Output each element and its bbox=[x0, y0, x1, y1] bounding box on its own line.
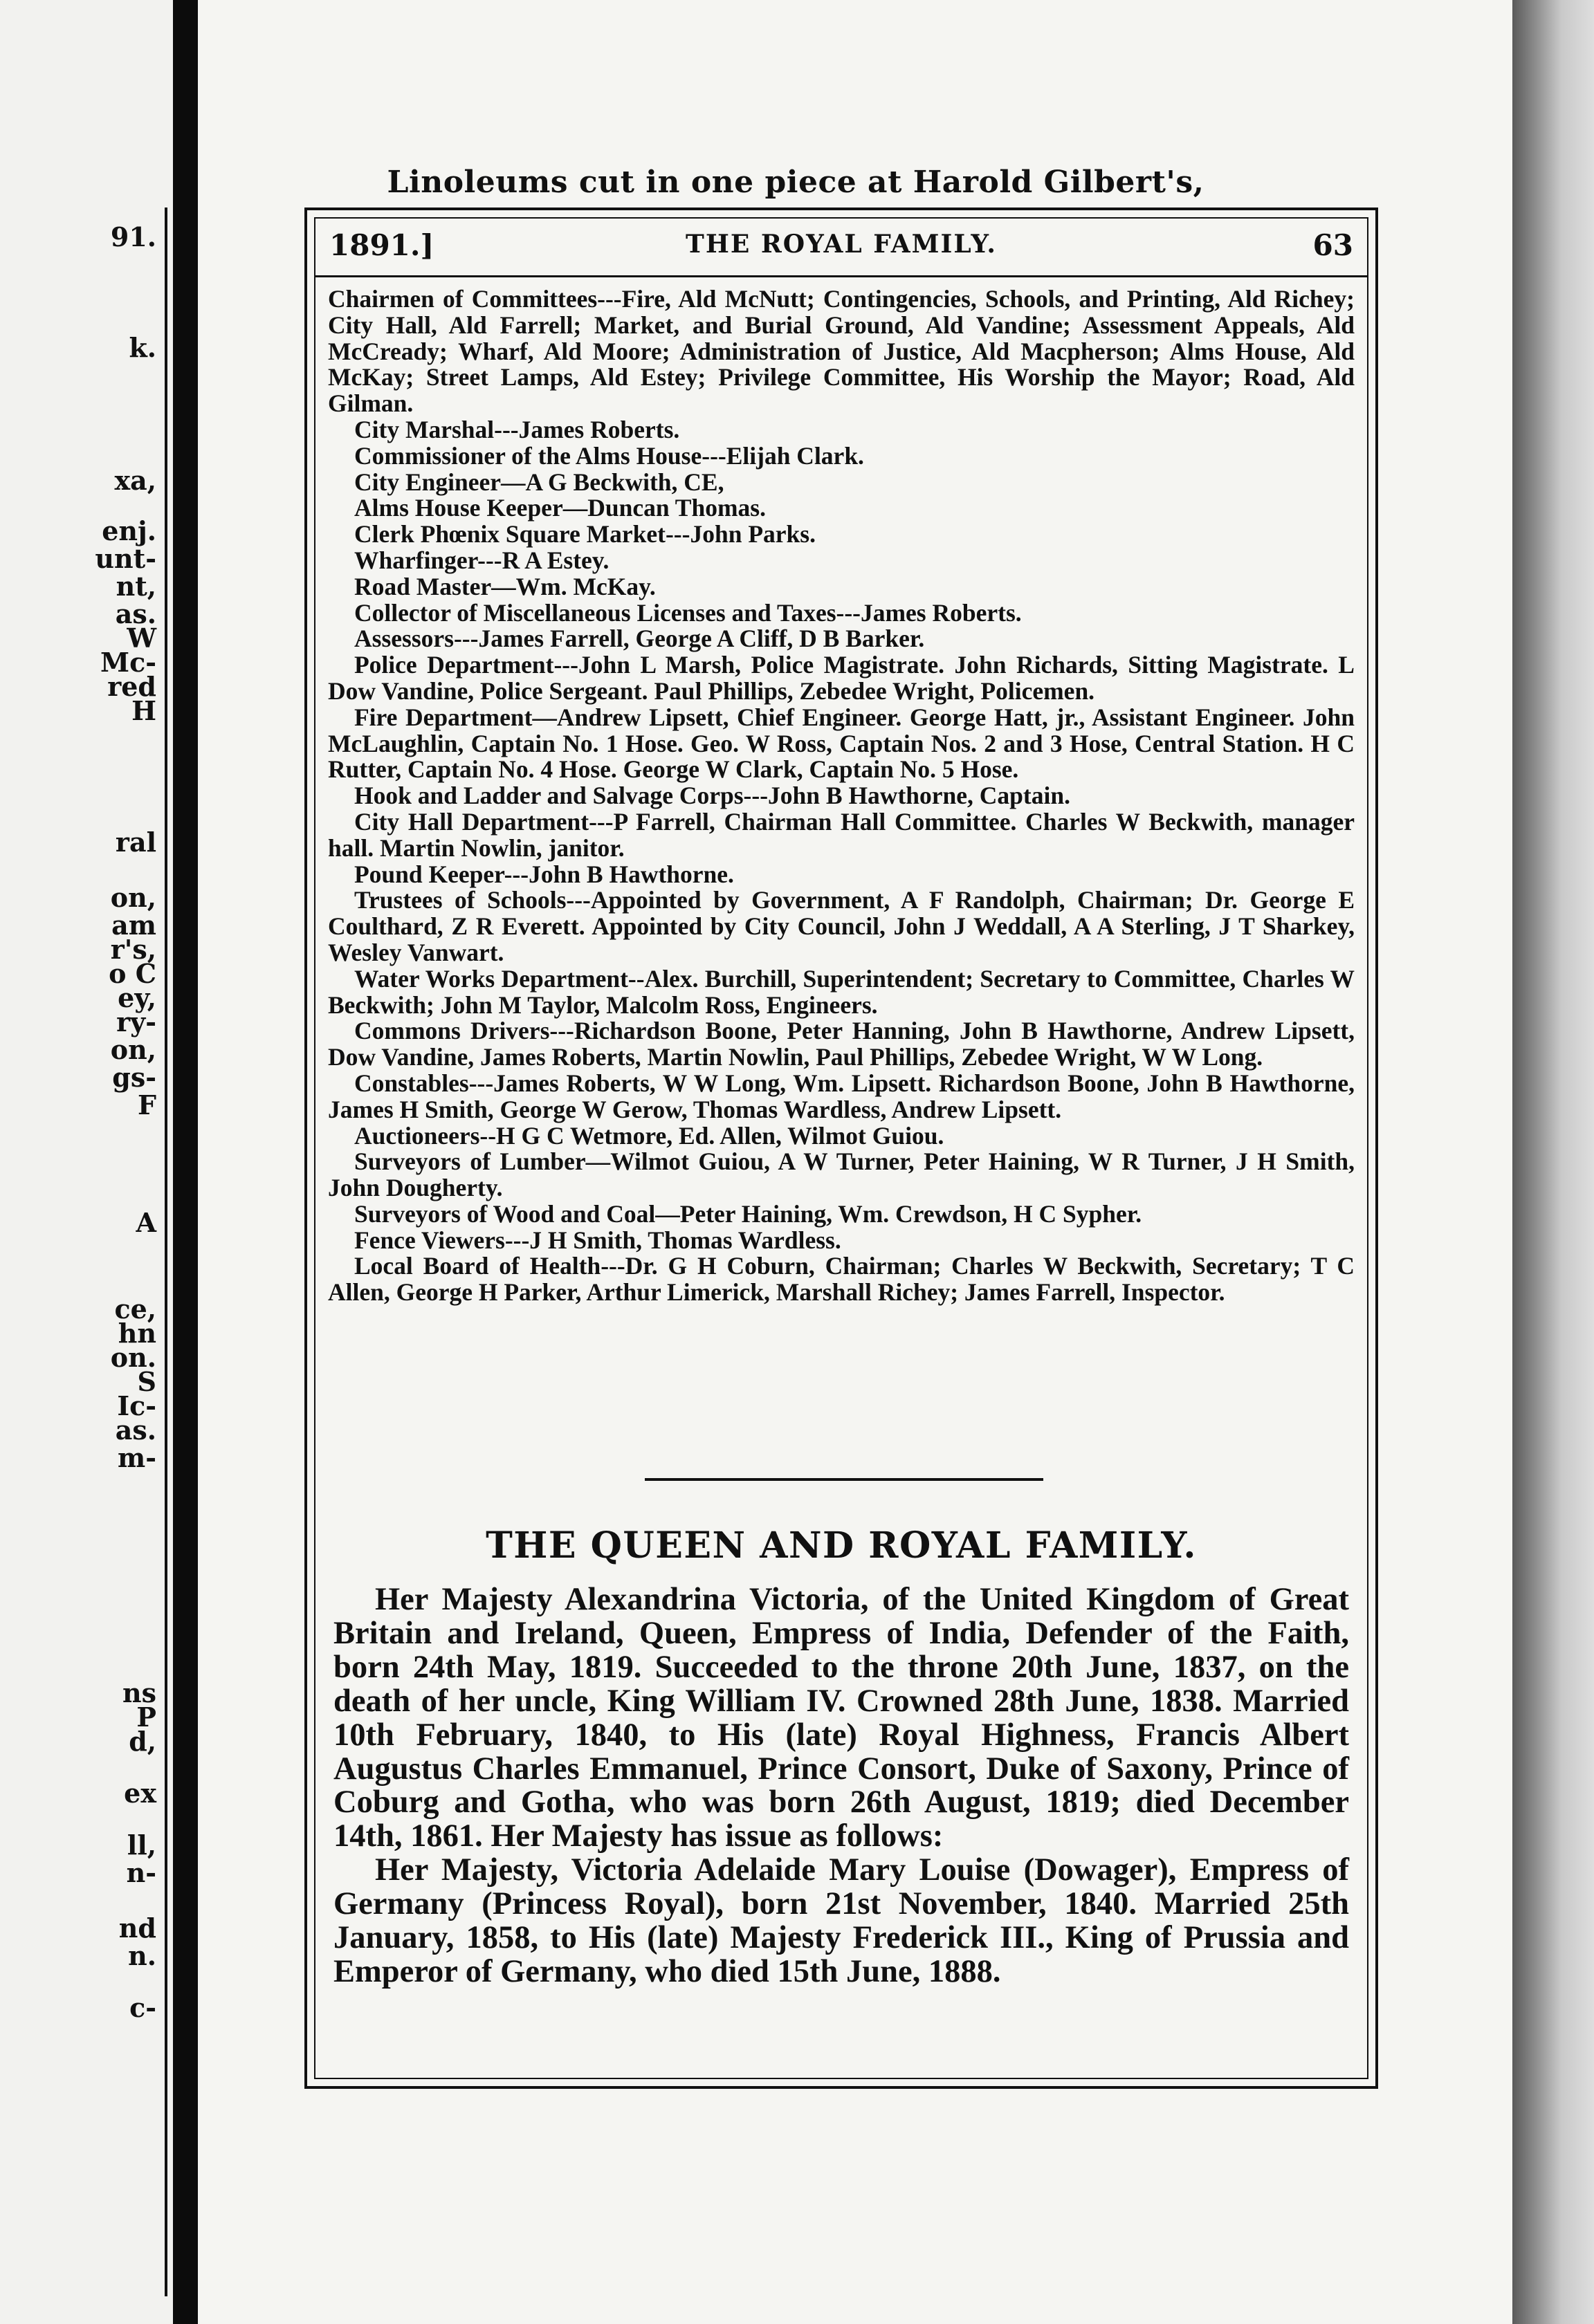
left-page-text-fragment: d, bbox=[129, 1726, 156, 1757]
page-edge-shadow bbox=[1512, 0, 1594, 2324]
left-page-text-fragment: as. bbox=[115, 1414, 156, 1446]
left-page-text-fragment: gs- bbox=[112, 1062, 156, 1093]
official-entry: Alms House Keeper—Duncan Thomas. bbox=[354, 494, 766, 522]
left-page-text-fragment: ce, bbox=[114, 1293, 156, 1325]
section-divider bbox=[645, 1478, 1043, 1481]
left-page-text-fragment: nd bbox=[118, 1912, 156, 1944]
official-entry: Hook and Ladder and Salvage Corps---John B Hawthorne, Captain. bbox=[354, 782, 1070, 810]
official-entry: Assessors---James Farrell, George A Cliff, D B Barker. bbox=[354, 625, 925, 653]
left-page-text-fragment: Mc- bbox=[100, 647, 156, 678]
page-frame bbox=[304, 208, 1378, 2089]
left-page-text-fragment: W bbox=[127, 622, 156, 654]
official-entry: Chairmen of Committees---Fire, Ald McNutt; Contingencies, Schools, and Printing, Ald Richey; City Hall, Ald Farrell; Market, and Burial Ground, Ald Vandine; Assessment Appeals, Ald McCready; Wharf, Ald Moore; Administration of Justice, Ald Macpherson; Alms House, Ald McKay; Street Lamps, Ald Estey; Privilege Committee, His Worship the Mayor; Road, Ald Gilman. bbox=[328, 285, 1355, 418]
official-entry: Road Master—Wm. McKay. bbox=[354, 572, 656, 600]
official-entry: Surveyors of Lumber—Wilmot Guiou, A W Turner, Peter Haining, W R Turner, J H Smith, John Dougherty. bbox=[328, 1147, 1355, 1202]
header-year: 1891.] bbox=[329, 228, 434, 262]
official-entry: Pound Keeper---John B Hawthorne. bbox=[354, 860, 734, 888]
official-entry: City Engineer—A G Beckwith, CE, bbox=[354, 468, 724, 496]
official-entry: Water Works Department--Alex. Burchill, Superintendent; Secretary to Committee, Charles W Beckwith; John M Taylor, Malcolm Ross, Engineers. bbox=[328, 964, 1355, 1019]
left-page-text-fragment: m- bbox=[118, 1442, 156, 1473]
left-page-text-fragment: o C bbox=[109, 958, 156, 989]
royal-family-text bbox=[333, 1583, 1349, 1989]
left-page-text-fragment: am bbox=[111, 910, 156, 941]
left-page-text-fragment: r's, bbox=[110, 934, 156, 965]
official-entry: Constables---James Roberts, W W Long, Wm. Lipsett. Richardson Boone, John B Hawthorne, James H Smith, George W Gerow, Thomas Wardless, Andrew Lipsett. bbox=[328, 1069, 1355, 1123]
left-page-text-fragment: ex bbox=[124, 1778, 156, 1809]
official-entry: Fence Viewers---J H Smith, Thomas Wardless. bbox=[354, 1226, 841, 1254]
official-entry: City Hall Department---P Farrell, Chairman Hall Committee. Charles W Beckwith, manager hall. Martin Nowlin, janitor. bbox=[328, 807, 1355, 862]
official-entry: Surveyors of Wood and Coal—Peter Haining, Wm. Crewdson, H C Sypher. bbox=[354, 1199, 1142, 1228]
left-page-text-fragment: xa, bbox=[114, 465, 156, 496]
left-page-text-fragment: c- bbox=[129, 1992, 156, 2023]
header-rule bbox=[314, 275, 1368, 277]
left-page-text-fragment: ey, bbox=[118, 982, 156, 1013]
left-page-text-fragment: A bbox=[136, 1207, 156, 1238]
left-page-border bbox=[165, 208, 167, 2296]
left-page-text-fragment: S bbox=[137, 1366, 156, 1397]
official-entry: Commons Drivers---Richardson Boone, Peter Hanning, John B Hawthorne, Andrew Lipsett, Dow Vandine, James Roberts, Martin Nowlin, Paul Phillips, Zebedee Wright, W W Long. bbox=[328, 1017, 1355, 1071]
official-entry: Trustees of Schools---Appointed by Government, A F Randolph, Chairman; Dr. George E Coulthard, Z R Everett. Appointed by City Council, John J Weddall, A A Sterling, J T Sharkey, Wesley Vanwart. bbox=[328, 886, 1355, 966]
page-number: 63 bbox=[1312, 228, 1353, 262]
left-page-text-fragment: as. bbox=[115, 598, 156, 629]
official-entry: Commissioner of the Alms House---Elijah Clark. bbox=[354, 441, 864, 470]
left-page-text-fragment: n- bbox=[126, 1857, 156, 1888]
left-page-text-fragment: ral bbox=[115, 827, 156, 858]
left-page-text-fragment: on. bbox=[110, 1342, 156, 1373]
left-page-text-fragment: F bbox=[138, 1089, 156, 1120]
royal-paragraph: Her Majesty, Victoria Adelaide Mary Louise (Dowager), Empress of Germany (Princess Royal), born 21st November, 1840. Married 25th January, 1858, to His (late) Majesty Frederick III., King of Prussia and Emperor of Germany, who died 15th June, 1888. bbox=[333, 1852, 1349, 1989]
official-entry: Collector of Miscellaneous Licenses and Taxes---James Roberts. bbox=[354, 598, 1022, 627]
left-page-text-fragment: enj. bbox=[102, 515, 156, 546]
left-page-text-fragment: ry- bbox=[116, 1006, 156, 1038]
left-page-text-fragment: ns bbox=[122, 1677, 156, 1708]
official-entry: Local Board of Health---Dr. G H Coburn, Chairman; Charles W Beckwith, Secretary; T C Allen, George H Parker, Arthur Limerick, Marshall Richey; James Farrell, Inspector. bbox=[328, 1252, 1355, 1307]
left-page-text-fragment: on, bbox=[110, 882, 156, 913]
left-page-text-fragment: ll, bbox=[127, 1829, 156, 1861]
section-title: THE QUEEN AND ROYAL FAMILY. bbox=[486, 1524, 1197, 1567]
left-page-text-fragment: on, bbox=[110, 1034, 156, 1065]
book-gutter bbox=[173, 0, 198, 2324]
official-entry: Clerk Phœnix Square Market---John Parks. bbox=[354, 520, 816, 548]
left-page-text-fragment: red bbox=[107, 671, 156, 702]
official-entry: City Marshal---James Roberts. bbox=[354, 415, 680, 443]
city-officials-list bbox=[328, 286, 1355, 1306]
left-page-text-fragment: k. bbox=[129, 332, 156, 363]
official-entry: Police Department---John L Marsh, Police Magistrate. John Richards, Sitting Magistrate. L Dow Vandine, Police Sergeant. Paul Phillips, Zebedee Wright, Policemen. bbox=[328, 651, 1355, 705]
left-page-text-fragment: nt, bbox=[116, 571, 156, 602]
left-page-text-fragment: unt- bbox=[95, 543, 156, 574]
official-entry: Wharfinger---R A Estey. bbox=[354, 546, 610, 574]
left-page-text-fragment: 91. bbox=[110, 221, 156, 252]
running-header bbox=[329, 228, 1353, 270]
left-page-fragment bbox=[0, 0, 173, 2324]
official-entry: Auctioneers--H G C Wetmore, Ed. Allen, Wilmot Guiou. bbox=[354, 1121, 944, 1150]
left-page-text-fragment: hn bbox=[118, 1318, 156, 1349]
royal-paragraph: Her Majesty Alexandrina Victoria, of the United Kingdom of Great Britain and Ireland, Queen, Empress of India, Defender of the Faith, born 24th May, 1819. Succeeded to the throne 20th June, 1837, on the death of her uncle, King William IV. Crowned 28th June, 1838. Married 10th February, 1840, to His (late) Royal Highness, Francis Albert Augustus Charles Emmanuel, Prince Consort, Duke of Saxony, Prince of Coburg and Gotha, who was born 26th August, 1819; died December 14th, 1861. Her Majesty has issue as follows: bbox=[333, 1582, 1349, 1854]
left-page-text-fragment: Ic- bbox=[117, 1390, 156, 1421]
advertisement-banner: Linoleums cut in one piece at Harold Gilbert's, bbox=[387, 165, 1204, 200]
left-page-text-fragment: P bbox=[136, 1702, 156, 1733]
left-page-text-fragment: H bbox=[131, 695, 156, 726]
official-entry: Fire Department—Andrew Lipsett, Chief Engineer. George Hatt, jr., Assistant Engineer. John McLaughlin, Captain No. 1 Hose. Geo. W Ross, Captain Nos. 2 and 3 Hose, Central Station. H C Rutter, Captain No. 4 Hose. George W Clark, Captain No. 5 Hose. bbox=[328, 703, 1355, 784]
header-title: THE ROYAL FAMILY. bbox=[686, 230, 997, 259]
left-page-text-fragment: n. bbox=[128, 1940, 156, 1971]
